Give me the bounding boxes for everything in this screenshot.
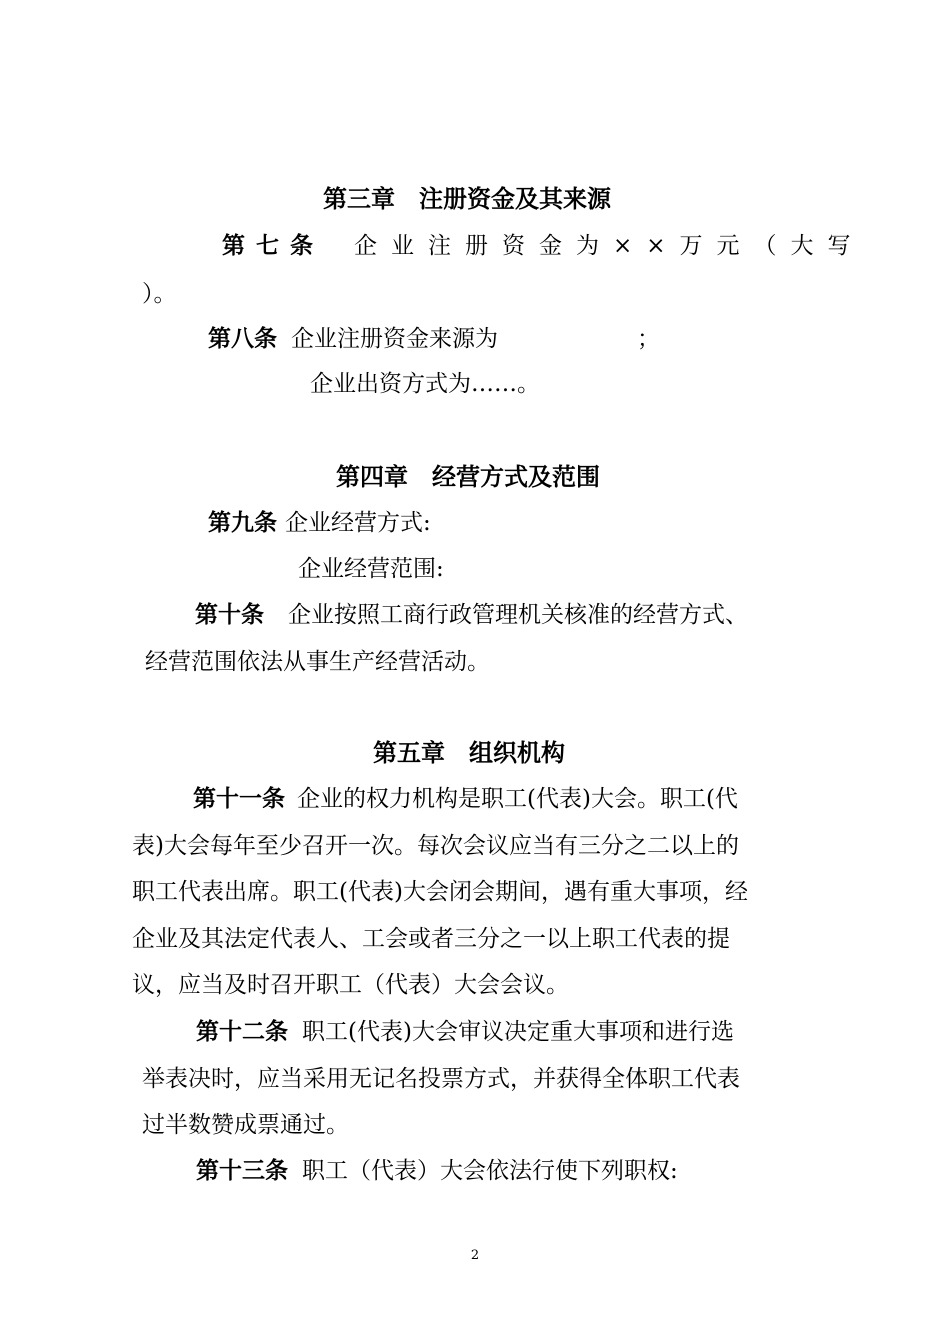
article-9-text: 企业经营方式: [285, 510, 431, 536]
article-7-tail: ）。 [142, 281, 177, 307]
article-8-text-2: 企业出资方式为……。 [310, 371, 540, 397]
article-7 [222, 231, 865, 261]
article-12-line-3: 过半数赞成票通过。 [142, 1112, 349, 1138]
article-13-label: 第十三条 [196, 1157, 288, 1184]
article-8-label: 第八条 [208, 325, 277, 352]
chapter-5-title: 第五章 组织机构 [373, 738, 565, 767]
article-11 [193, 784, 738, 814]
article-10-line-2: 经营范围依法从事生产经营活动。 [145, 649, 490, 675]
article-10-line-1: 企业按照工商行政管理机关核准的经营方式、 [288, 602, 748, 628]
article-11-line-2: 表)大会每年至少召开一次。每次会议应当有三分之二以上的 [132, 833, 739, 859]
article-12-line-2: 举表决时，应当采用无记名投票方式，并获得全体职工代表 [142, 1066, 740, 1092]
article-9 [208, 508, 431, 538]
article-11-line-5: 议，应当及时召开职工（代表）大会会议。 [132, 972, 569, 998]
chapter-4-title: 第四章 经营方式及范围 [336, 462, 600, 491]
article-13-text: 职工（代表）大会依法行使下列职权: [302, 1158, 678, 1184]
article-12 [196, 1017, 734, 1047]
article-9-text-2: 企业经营范围: [298, 556, 444, 582]
article-10 [195, 600, 748, 630]
article-7-text: 企业注册资金为××万元（大写 [354, 233, 865, 259]
article-7-label: 第七条 [222, 232, 324, 259]
article-8-semicolon: ； [637, 326, 660, 352]
article-12-line-1: 职工(代表)大会审议决定重大事项和进行选 [302, 1019, 734, 1045]
article-8 [208, 324, 498, 354]
article-9-label: 第九条 [208, 509, 277, 536]
article-11-line-1: 企业的权力机构是职工(代表)大会。职工(代 [297, 786, 738, 812]
article-10-label: 第十条 [195, 601, 264, 628]
article-13 [196, 1156, 678, 1186]
article-12-label: 第十二条 [196, 1018, 288, 1045]
article-11-line-4: 企业及其法定代表人、工会或者三分之一以上职工代表的提 [132, 926, 730, 952]
article-11-label: 第十一条 [193, 785, 285, 812]
chapter-3-title: 第三章 注册资金及其来源 [323, 184, 611, 213]
article-11-line-3: 职工代表出席。职工(代表)大会闭会期间，遇有重大事项，经 [132, 879, 748, 905]
article-8-text: 企业注册资金来源为 [291, 326, 498, 352]
page-number: 2 [470, 1248, 480, 1263]
